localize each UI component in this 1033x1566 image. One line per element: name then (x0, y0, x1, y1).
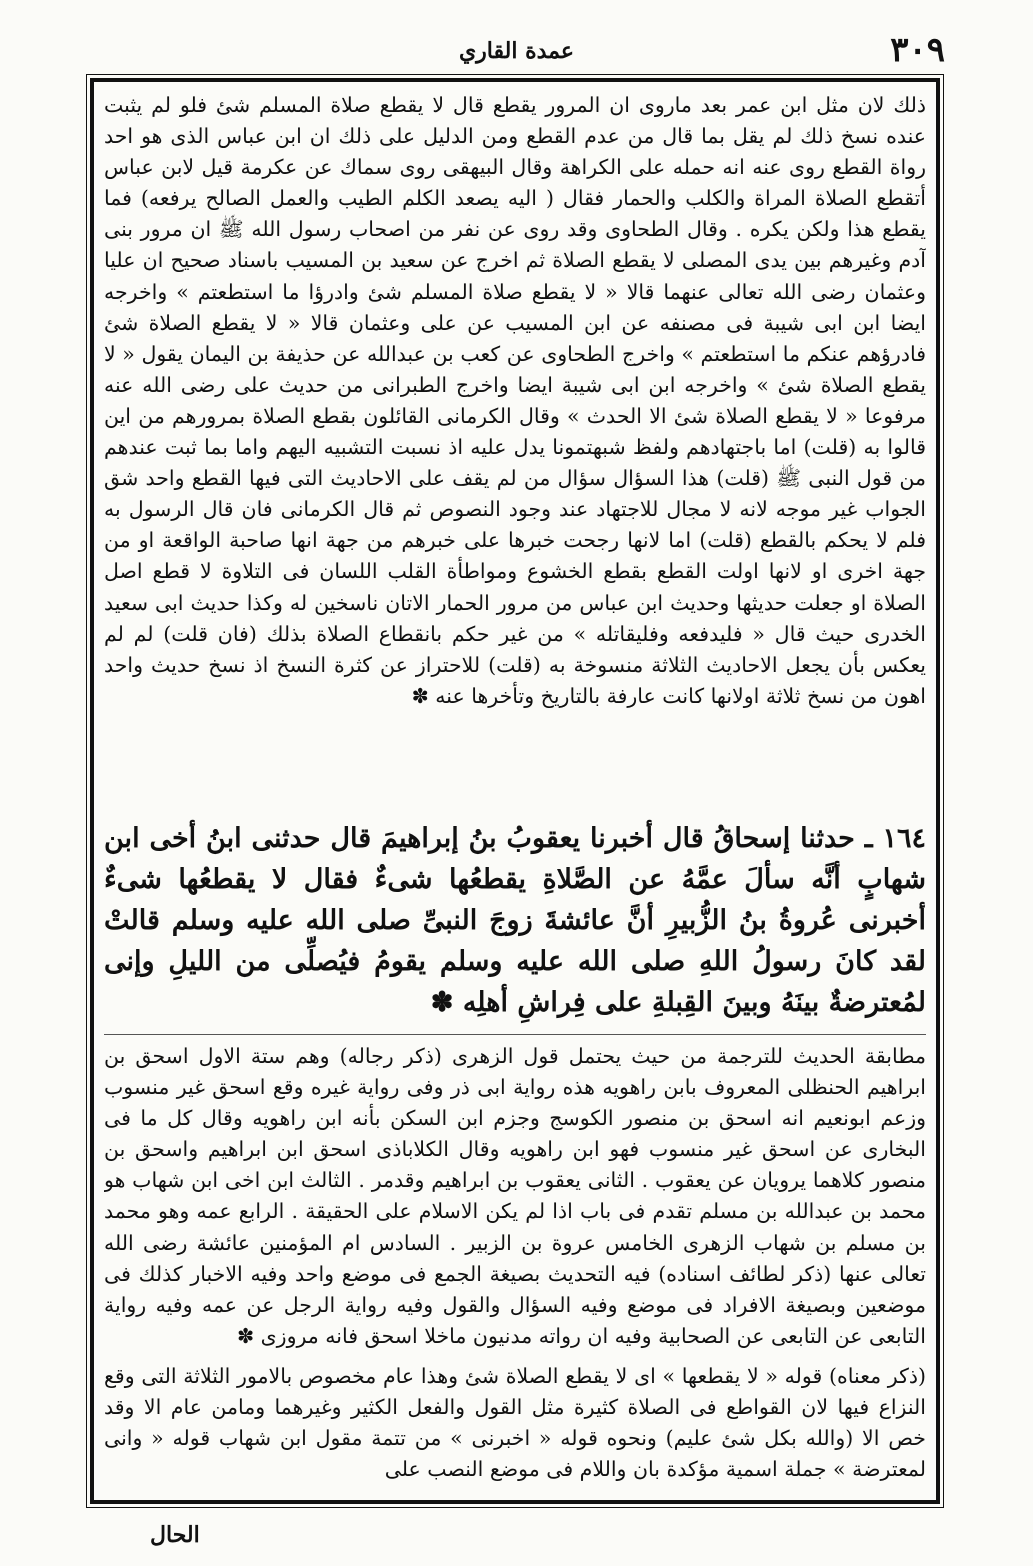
commentary-paragraph-1: ذلك لان مثل ابن عمر بعد ماروى ان المرور يقطع قال لا يقطع صلاة المسلم شئ فلو لم يثبت عنده نسخ ذلك لم يقل بما قال من عدم القطع ومن الدليل على ذلك ان ابن عباس الذى هو احد رواة القطع روى عنه انه حمله على الكراهة وقال البيهقى روى سماك عن عكرمة قيل لابن عباس أتقطع الصلاة المراة والكلب والحمار فقال ( اليه يصعد الكلم الطيب والعمل الصالح يرفعه) فما يقطع هذا ولكن يكره . وقال الطحاوى وقد روى عن نفر من اصحاب رسول الله ﷺ ان مرور بنى آدم وغيرهم بين يدى المصلى لا يقطع الصلاة ثم اخرج عن سعيد بن المسيب باسناد صحيح ان عليا وعثمان رضى الله تعالى عنهما قالا « لا يقطع صلاة المسلم شئ وادرؤا ما استطعتم » واخرجه ايضا ابن ابى شيبة فى مصنفه عن ابن المسيب عن على وعثمان قالا « لا يقطع الصلاة شئ فادرؤهم عنكم ما استطعتم » واخرج الطحاوى عن كعب بن عبدالله عن حذيفة بن اليمان يقول « لا يقطع الصلاة شئ » واخرجه ابن ابى شيبة ايضا واخرج الطبرانى من حديث على رضى الله عنه مرفوعا « لا يقطع الصلاة شئ الا الحدث » وقال الكرمانى القائلون بقطع الصلاة بمرورهم من اين قالوا به (قلت) اما باجتهادهم ولفظ شبهتمونا يدل عليه اذ نسبت التشبيه اليهم واما بما ثبت عندهم من قول النبى ﷺ (قلت) هذا السؤال سؤال من لم يقف على الاحاديث التى فيها القطع واحد شق الجواب غير موجه لانه لا مجال للاجتهاد عند وجود النصوص ثم قال الكرمانى فان قال الرسول به فلم لا يحكم بالقطع (قلت) اما لانها رجحت خبرها على خبرهم من جهة انها صاحبة الواقعة او من جهة اخرى او لانها اولت القطع بقطع الخشوع ومواطأة القلب اللسان فى التلاوة لا قطع اصل الصلاة او جعلت حديثها وحديث ابن عباس من مرور الحمار الاتان ناسخين له وكذا حديث ابى سعيد الخدرى حيث قال « فليدفعه وفليقاتله » من غير حكم بانقطاع الصلاة بذلك (فان قلت) لم لم يعكس بأن يجعل الاحاديث الثلاثة منسوخة به (قلت) للاحتراز عن كثرة النسخ اذ نسخ حديث واحد اهون من نسخ ثلاثة اولانها كانت عارفة بالتاريخ وتأخرها عنه ✽ (104, 93, 926, 708)
page-header (40, 30, 993, 76)
running-title: عمدة القاري (458, 38, 575, 64)
catchword: الحال (150, 1522, 200, 1548)
commentary-paragraph-2: مطابقة الحديث للترجمة من حيث يحتمل قول الزهرى (ذكر رجاله) وهم ستة الاول اسحق بن ابراهيم الحنظلى المعروف بابن راهويه هذه رواية ابى ذر وفى رواية غيره وقع اسحق غير منسوب وزعم ابونعيم انه اسحق بن منصور الكوسج وجزم ابن السكن بأنه ابن راهويه وقال كل ما فى البخارى عن اسحق غير منسوب فهو ابن راهويه وقال الكلاباذى اسحق ابن ابراهيم واسحق بن منصور كلاهما يرويان عن يعقوب . الثانى يعقوب بن ابراهيم وقدمر . الثالث ابن اخى ابن شهاب هو محمد بن عبدالله بن مسلم تقدم فى باب اذا لم يكن الاسلام على الحقيقة . الرابع عمه وهو محمد بن مسلم بن شهاب الزهرى الخامس عروة بن الزبير . السادس ام المؤمنين عائشة رضى الله تعالى عنها (ذكر لطائف اسناده) فيه التحديث بصيغة الجمع فى موضع واحد وفيه الاخبار كذلك فى موضعين وبصيغة الافراد فى موضع وفيه السؤال والقول وفيه رواية الرجل عن عمه وفيه رواية التابعى عن التابعى عن الصحابية وفيه ان رواته مدنيون ماخلا اسحق فانه مروزى ✽ (104, 1044, 926, 1348)
page-body (104, 90, 926, 1494)
section-divider (104, 1034, 926, 1035)
commentary-paragraph-3: (ذكر معناه) قوله « لا يقطعها » اى لا يقطع الصلاة شئ وهذا عام مخصوص بالامور الثلاثة التى وقع النزاع فيها لان القواطع فى الصلاة كثيرة مثل القول والفعل الكثير وغيرهما ومامن عام الا وقد خص الا (والله بكل شئ عليم) ونحوه قوله « اخبرنى » من تتمة مقول ابن شهاب قوله « وانى لمعترضة » جملة اسمية مؤكدة بان واللام فى موضع النصب على (104, 1364, 926, 1482)
hadith-164: ١٦٤ ـ حدثنا إسحاقُ قال أخبرنا يعقوبُ بنُ إبراهيمَ قال حدثنى ابنُ أخى ابن شهابٍ أنَّه سألَ عمَّهُ عن الصَّلاةِ يقطعُها شىءٌ فقال لا يقطعُها شىءٌ أخبرنى عُروةُ بنُ الزُّبيرِ أنَّ عائشةَ زوجَ النبىِّ صلى الله عليه وسلم قالتْ لقد كانَ رسولُ اللهِ صلى الله عليه وسلم يقومُ فيُصلِّى من الليلِ وإنى لمُعترضةٌ بينَهُ وبينَ القِبلةِ على فِراشِ أهلِه ✽ (104, 823, 926, 1018)
page-number: ٣٠٩ (890, 30, 945, 70)
